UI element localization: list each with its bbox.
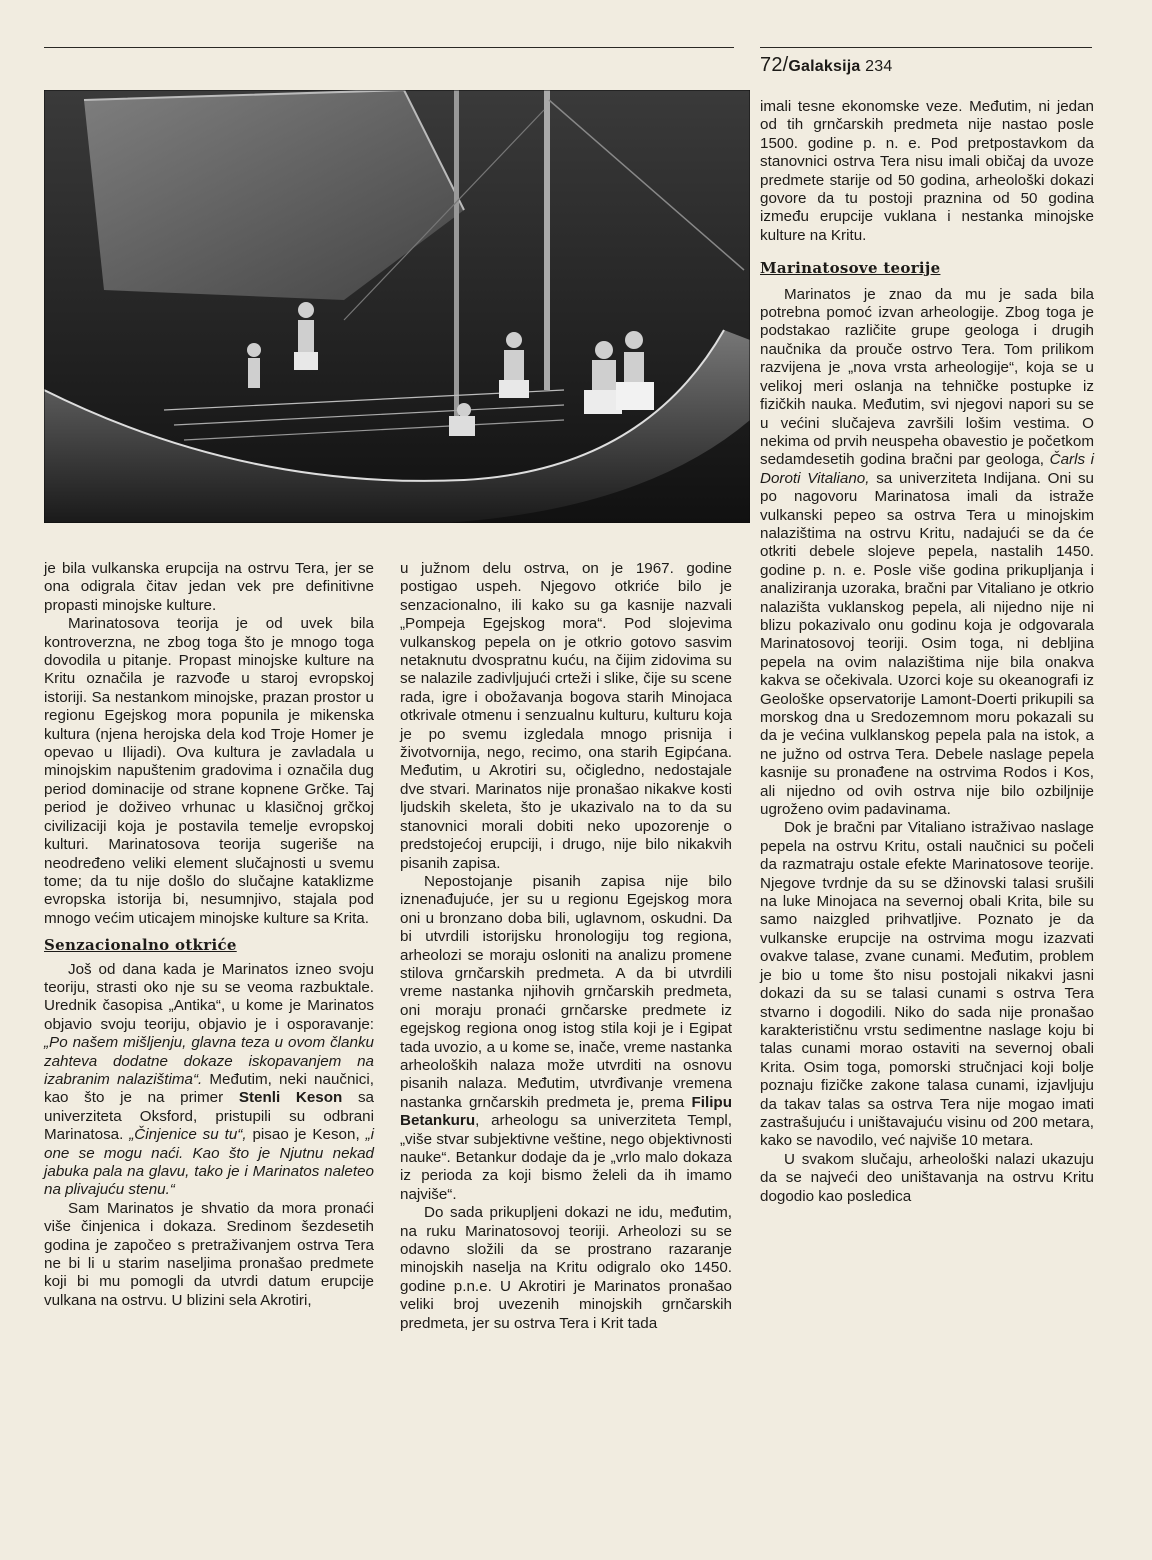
section-heading-marinatosove: Marinatosove teorije bbox=[760, 259, 941, 278]
article-column-middle bbox=[400, 560, 732, 1333]
article-column-right bbox=[760, 98, 1094, 1206]
text-run: Međutim, neki naučnici, kao što je na primer bbox=[44, 1070, 374, 1107]
ship-model-photo bbox=[44, 90, 750, 523]
issue-number: 234 bbox=[860, 58, 893, 75]
text-run: sa univerziteta Indijana. Oni su po nagovoru Marinatosa imali da istraže vulkanski pepeo sa ostrva Tera u minojskim nalazištima na ostrvu Kritu, nadajući se da će otkriti debele slojeve pepela, nastalih 1450. godine p. n. e. Posle više godina prikupljanja i analiziranja uzoraka, bračni par Vitaliano je otkrio nalazišta vuklanskog pepela, ali nijedno nije ni blizu pokazivalo onu godinu koja je odgovarala Marinatosovoj teoriji. Osim toga, ni debljina pepela na ovim nalazištima nije bila onakva kakva se očekivala. Uzorci koje su okeanografi iz Geološke opservatorije Lamont-Doerti prikupili sa morskog dna u Sredozemnom moru pokazali su da je većina vulklanskog pepela pala na istok, a ne južno od ostrva Tera. Debele naslage pepela kasnije su pronađene na ostrvima Rodos i Kos, ali nijedno od ovih ostrva nije bilo ozbiljnije ugroženo ovim padavinama. bbox=[760, 469, 1094, 819]
person-names: Čarls i Doroti Vitaliano, bbox=[760, 451, 1094, 487]
text-run: Još od dana kada je Marinatos izneo svoju teoriju, strasti oko nje su se veoma razbuktale. Urednik časopisa „Antika“, u kome je Marinatos objavio svoju teoriju, objavio je i osporavanje: bbox=[44, 960, 374, 1033]
article-column-left bbox=[44, 560, 374, 1310]
person-name: Filipu Betankuru bbox=[400, 1093, 732, 1130]
quote: „i one se mogu naći. Kao što je Njutnu nekad jabuka pala na glavu, tako je i Marinatos naleteo na plivajuću stenu.“ bbox=[44, 1126, 374, 1199]
paragraph: Sam Marinatos je shvatio da mora pronaći više činjenica i dokaza. Sredinom šezdesetih godina je započeo s pretraživanjem ostrva Tera ne bi li u starim naseljima pronašao predmete koji bi mu pomogli da utvrdi datum erupcije vulkana na ostrvu. U blizini sela Akrotiri, bbox=[44, 1199, 374, 1309]
text-run: Marinatos je znao da mu je sada bila potrebna pomoć izvan arheologije. Zbog toga je podstakao različite grupe geologa i drugih naučnika da prouče ostrvo Tera. Tom prilikom razvijena je „nova vrsta arheologije“, koja se u velikoj meri oslanja na tehničke postupke iz fizičkih nauka. Međutim, svi njegovi napori su se u većini slučajeva završili lošim vestima. O nekima od prvih neuspeha obavestio je početkom sedamdesetih godina bračni par geologa, bbox=[760, 285, 1094, 469]
paragraph bbox=[44, 961, 374, 1200]
quote: „Po našem mišljenju, glavna teza u ovom članku zahteva dodatne dokaze iskopavanjem na izabranim nalazištima“. bbox=[44, 1034, 374, 1088]
section-heading-senzacionalno: Senzacionalno otkriće bbox=[44, 936, 237, 955]
ship-photo-illustration bbox=[44, 90, 750, 523]
page-number: 72/ bbox=[760, 54, 789, 76]
magazine-name: Galaksija bbox=[788, 58, 861, 75]
paragraph: U svakom slučaju, arheološki nalazi ukazuju da se najveći deo uništavanja na ostrvu Kritu dogodio kao posledica bbox=[760, 1150, 1094, 1205]
paragraph: Dok je bračni par Vitaliano istraživao naslage pepela na ostrvu Kritu, ostali naučnici su počeli da razmatraju ostale efekte Marinatosove teorije. Njegove tvrdnje da su se džinovski talasi srušili na luke Minojaca na severnoj obali Krita, bile su samo naizgled prihvatljive. Poznato je da vulkanske erupcije na ostrvima mogu izazvati ovakve talase, zvane cunami. Međutim, problem je bio u tome što nisu postojali nikakvi jasni dokazi da su se talasi cunami s ostrva Tera stvarno i dogodili. Niko do sada nije pronašao karakterističnu vrstu sedimentne naslage koju bi talas cunami morao ostaviti na severnoj obali Krita. Osim toga, pomorski stručnjaci koji bolje poznaju fizičke zakone talasa cunami, izjavljuju da takav talas sa ostrva Tera nije mogao imati zastrašujuću i uništavajuću visinu od 200 metara, kako se navodilo, već najviše 10 metara. bbox=[760, 819, 1094, 1150]
text-run: Nepostojanje pisanih zapisa nije bilo iznenađujuće, jer su u regionu Egejskog mora oni u bronzano doba bili, uglavnom, oskudni. Da bi utvrdili istorijsku hronologiju tog regiona, arheolozi se moraju osloniti na analizu promene stilova grnčarskih predmeta. A da bi utvrdili vreme nastanka njihovih grnčarskih predmeta, oni moraju pronaći grnčarske predmete iz egejskog regiona onog istog stila koji je i Egipat tada uvozio, a u kome se, inače, vreme nastanka arheoloških nalaza može utvrditi na osnovu pisanih nalaza. Međutim, utvrđivanje vremena nastanka grnčarskih predmeta je, prema bbox=[400, 872, 732, 1111]
person-name: Stenli Keson bbox=[238, 1089, 343, 1107]
paragraph: je bila vulkanska erupcija na ostrvu Tera, jer se ona odigrala čitav jedan vek pre definitivne propasti minojske kulture. bbox=[44, 560, 374, 614]
paragraph: u južnom delu ostrva, on je 1967. godine postigao uspeh. Njegovo otkriće bilo je senzacionalno, ili kako su ga kasnije nazvali „Pompeja Egejskog mora“. Pod slojevima vulkanskog pepela on je otkrio gotovo sasvim netaknutu dvospratnu kuću, na čijim zidovima su se nalazile zadivljujući crteži i slike, čije su scene rada, igre i obožavanja bogova starih Minojaca otkrivale otmenu i senzualnu kulturu, kulturu koja je po svemu izgledala mnogo prisnija i životvornija, nego, recimo, ona starih Egipćana. Međutim, u Akrotiri su, očigledno, nedostajale dve stvari. Marinatos nije pronašao nikakve kosti ljudskih skeleta, što je ukazivalo na to da su stanovnici morali dobiti neko upozorenje o predstojećoj erupciji, i drugo, nije bilo nikakvih pisanih zapisa. bbox=[400, 560, 732, 872]
text-run: pisao je Keson, bbox=[246, 1126, 366, 1144]
paragraph bbox=[760, 286, 1094, 820]
paragraph: Do sada prikupljeni dokazi ne idu, međutim, na ruku Marinatosovoj teoriji. Arheolozi su se odavno složili da se prostrano razaranje minojskih naselja na Kritu odigralo oko 1450. godine p.n.e. U Akrotiri je Marinatos pronašao veliki broj uvezenih minojskih grnčarskih predmeta, jer su ostrva Tera i Krit tada bbox=[400, 1204, 732, 1332]
quote: „Činjenice su tu“, bbox=[129, 1126, 247, 1144]
paragraph bbox=[400, 873, 732, 1204]
header-rule-right bbox=[760, 47, 1092, 48]
paragraph: Marinatosova teorija je od uvek bila kontroverzna, ne zbog toga što je mnogo toga dovodila u pitanje. Propast minojske kulture na Kritu označila je razvođe u staroj evropskoj istoriji. Sa nestankom minojske, prazan prostor u regionu Egejskog mora popunila je mikenska kultura (njena herojska dela kod Troje Homer je opevao u Ilijadi). Ova kultura je zavladala u minojskim napuštenim gradovima i označila dug period dominacije od strane kopnene Grčke. Taj period je doživeo vrhunac u klasičnoj grčkoj civilizaciji koja je postavila temelje evropskoj kulturi. Marinatosova teorija sugeriše na neodređeno veliki element slučajnosti u svemu tome; da tu nije došlo do slučajne kataklizme evropska istorija bi, nesumnjivo, stajala pod mnogo većim uticajem minojske kulture sa Krita. bbox=[44, 615, 374, 927]
page-header bbox=[760, 54, 892, 77]
header-rule-left bbox=[44, 47, 734, 48]
text-run: sa univerziteta Oksford, pristupili su odbrani Marinatosa. bbox=[44, 1089, 374, 1144]
paragraph: imali tesne ekonomske veze. Međutim, ni jedan od tih grnčarskih predmeta nije nastao posle 1500. godine p. n. e. Pod pretpostavkom da stanovnici ostrva Tera nisu imali običaj da uvoze predmete starije od 50 godina, arheološki dokazi govore da tu postoji praznina od 50 godina između erupcije vuklana i nestanka minojske kulture na Kritu. bbox=[760, 98, 1094, 244]
text-run: , arheologu sa univerziteta Templ, „više stvar subjektivne veštine, nego objektivnosti nauke“. Betankur dodaje da je „vrlo malo dokaza iz perioda za koji bismo želeli da ih imamo najviše“. bbox=[400, 1112, 732, 1203]
